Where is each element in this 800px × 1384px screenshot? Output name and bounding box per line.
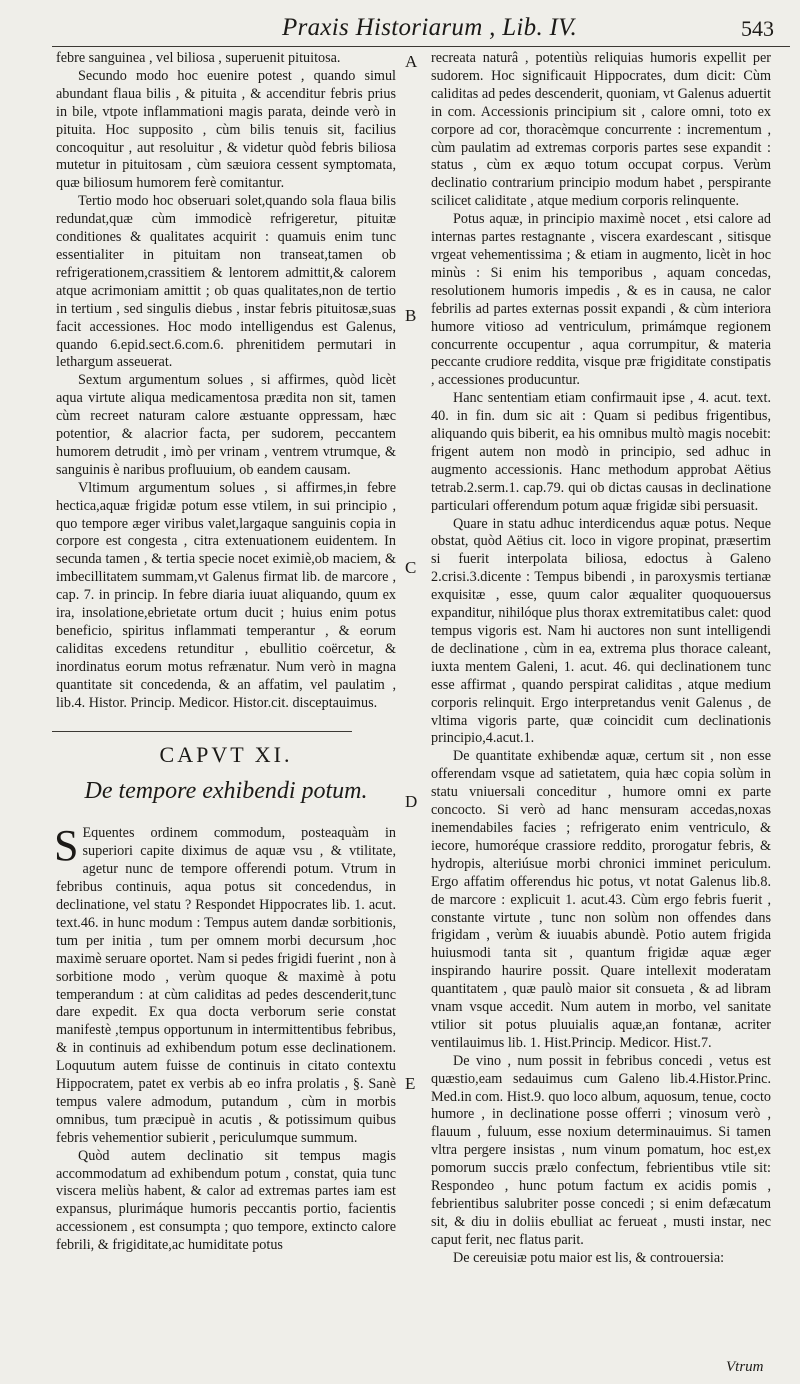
paragraph: recreata naturâ , potentiùs reliquias humoris expellit per sudorem. Hoc significauit Hippocrates, dum dicit: Cùm caliditas ad pedes descenderit, quoniam, vt Galenus aduertit in com. Accessionis principium sit , calore omni, toto ex corpore ad cor, thoracèmque concurrente : incrementum , cùm paulatim ad extremas corporis partes sese expandit : status , cùm ex æquo totum occupat corpus. Verùm declinatio contrarium principio modum habet , perspirante scilicet caliditate , atque medium corporis relinquente.	[431, 50, 771, 210]
paragraph: De quantitate exhibendæ aquæ, certum sit , non esse offerendam vsque ad satietatem, quia hæc copia solùm in statu vniuersali conceditur , humore omni ex parte concocto. Si verò ad hanc mensuram accedas,noxas inemendabiles facies ; refrigerato enim ventriculo, & iecore, humoréque crassiore reddito, prorogatur febris, & hydropis, alteriúsue morbi chronici imminet periculum. Ergo affatim offerendus hic potus, vt notat Galenus lib.8. de marcore : explicuit 1. acut.43. Cùm ergo febris fuerit , constante virtute , tunc non solùm non offendes dans frigidam , verùm & iuuabis abundè. Potio autem frigida huiusmodi tanta sit , quantum frigidæ aquæ æger inspirando haurire possit. Quare intellexit moderatam quantitatem , quæ paulò maior sit consueta , & ad libram vnam vsque accedit. Num autem in morbo, vel sanitate vtilior sit potus pluuialis aquæ,an fontanæ, acriter ventilauimus lib. 1. Hist.Princip. Medicor. Hist.7.	[431, 748, 771, 1051]
chapter-first-paragraph	[54, 821, 396, 1147]
margin-letter-a: A	[405, 52, 418, 71]
margin-letter-e: E	[405, 1074, 416, 1093]
section-divider	[52, 731, 352, 732]
margin-letter-c: C	[405, 558, 417, 577]
catchword: Vtrum	[726, 1359, 764, 1375]
paragraph: Quare in statu adhuc interdicendus aquæ potus. Neque obstat, quòd Aëtius cit. loco in vigore propinat, præsertim si fuerit interpolata biliosa, edoctus à Galeno 2.crisi.3.dicente : Tempus bibendi , in paroxysmis tertianæ exquisitæ , esse, quum calor æqualiter quoquouersus expanditur, nihilóque plus thorax extremitatibus calet: quod tempus vigoris est. Nam hi auctores non sunt intelligendi de declinatione , cùm in ea, extrema plus thorace caleant, iuxta mentem Galeni, 1. acut. 46. qui declinationem tunc esse affirmat , quando perspirat caliditas , atque medium corporis relinquit. Ergo interpretandus venit Galenus , de vltima vigoris parte, quæ coincidit cum declinationis principio,4.acut.1.	[431, 515, 771, 747]
margin-letter-d: D	[405, 792, 418, 811]
page-number: 543	[741, 16, 774, 41]
paragraph: Vltimum argumentum solues , si affirmes,in febre hectica,aquæ frigidæ potum esse vtilem, in sui principio , quo tempore æger viribus valet,largaque sanguinis copia in corpore est congesta , citra extenuationem euidentem. In secunda tamen , & tertia specie nocet eximiè,ob maciem, & imbecillitatem summam,vt Galenus firmat lib. de marcore , cap. 7. in princip. In febre diaria iuuat aliquando, quum ex ira, insolatione,ebrietate ortum ducit ; huius enim potus beneficio, spiritus inflammati temperantur , & eorum caliditas excedens retunditur , ebullitio coërcetur, & inordinatus eorum motus refrænatur. Num verò in magna quantitate sit concedenda, & an affatim, vel paulatim , lib.4. Histor. Princip. Medicor. Histor.cit. disceptauimus.	[56, 479, 396, 711]
margin-letter-b: B	[405, 306, 417, 325]
paragraph: De vino , num possit in febribus concedi , vetus est quæstio,eam sedauimus cum Galeno lib.4.Histor.Princ. Med.in com. Hist.9. quo loco album, aquosum, tenue, cocto humore , in declinatione posse offerri ; vinosum verò , flauum , fuluum, esse noxium determinauimus. Si tamen vltra pergere insistas , num vinum pomatum, hoc est,ex pomorum succis prælo confectum, febrientibus vtile sit: Respondeo , hunc potum factum ex acidis pomis , febrientibus salubriter posse concedi ; si enim defæcatum sit, & diu in doliis ebulliat ac ferueat , musti instar, nec caput ferit, nec flatus parit.	[431, 1052, 771, 1248]
paragraph-text: Equentes ordinem commodum, posteaquàm in superiori capite diximus de aquæ vsu , & vtilitate, agetur nunc de tempore offerendi potum. Vtrum in febribus continuis, aqua potus sit concedendus, in declinatione, vel statu ? Respondet Hippocrates lib. 1. acut. text.46. in hunc modum : Tempus autem dandæ sorbitionis, tum per initia , tum per omnem morbi decursum ,hoc maximè seruare oportet. Nam si pedes frigidi fuerint , non à sorbitione modo , verùm quoque & maximè à potu temperandum : at cùm caliditas ad pedes descenderit,tunc dare expedit. Ex qua docta verborum serie constat manifestè ,tempus opportunum in intermittentibus febribus, & in continuis ad exhibendum potum esse declinationem. Loquutum autem fuisse de continuis in citato contextu Hippocratem, patet ex verbis ab eo infra prolatis , §. Sanè tempus valere admodum, putandum , cùm in morbis omnibus, tum præcipuè in acutis , & potissimum quibus febris vehementior subierit , periculumque summum.	[56, 825, 396, 1146]
chapter-heading: CAPVT XI.	[159, 741, 293, 767]
paragraph: Quòd autem declinatio sit tempus magis accommodatum ad exhibendum potum , constat, quia tunc viscera meliùs habent, & calor ad extremas partes iam est expansus, plurimáque humoris peccantis portio, facientis accessionem , est consumpta ; quo tempore, extincto calore febrili, & frigiditate,ac humiditate potus	[56, 1147, 396, 1254]
paragraph: Potus aquæ, in principio maximè nocet , etsi calore ad internas partes restagnante , viscera exardescant , sitisque vrgeat vehementissima ; & etiam in augmento, licèt in hoc minùs : Si enim his temporibus , aquam concedas, resolutionem humoris impedis , & es in causa, ne calor febrilis ad partes externas possit expandi , & cùm interiora humore vitioso ad ventriculum, primámque regionem concurrente occupentur , aqua corrumpitur, & materia peccante crudiore reddita, visque præ frigiditate constipatis , accessiones producuntur.	[431, 211, 771, 389]
paragraph: Sextum argumentum solues , si affirmes, quòd licèt aqua virtute aliqua medicamentosa prædita non sit, tamen cùm recreet naturam calore æstuante oppressam, hæc potentior, & alacrior facta, per sudorem, peccantem humorem detrudit , imò per vrinam , ventrem vtrumque, & sanguinis è naribus profluuium, ob eandem causam.	[56, 372, 396, 478]
paragraph: De cereuisiæ potu maior est lis, & controuersia:	[453, 1249, 725, 1266]
running-header	[0, 4, 800, 42]
paragraph: febre sanguinea , vel biliosa , superuenit pituitosa.	[56, 50, 341, 66]
paragraph: Hanc sententiam etiam confirmauit ipse , 4. acut. text. 40. in fin. dum sic ait : Quam si pedibus frigentibus, aliquando quis biberit, ea his omnibus multò magis nocebit: frigent autem non modò in principio, sed adhuc in augmento accessionis. Hanc methodum approbat Aëtius tetrab.2.serm.1. cap.79. qui ob dictas causas in declinatione particulari offerendum potum aquæ frigidæ sibi persuasit.	[431, 390, 771, 514]
paragraph: Tertio modo hoc obseruari solet,quando sola flaua bilis redundat,quæ cùm immodicè refrigeretur, pituitæ conditiones & qualitates acquirit : quamuis enim tunc essentialiter in pituitam non transeat,tamen ob refrigerationem,crassitiem & lentorem admittit,& calorem atque acrimoniam amittit ; ob quas qualitates,non de tertio in tertium , sed singulis diebus , instar febris pituitosæ,suas facit accessiones. Hoc modo intelligendus est Galenus, quando 6.epid.sect.6.com.6. phrenitidem permutari in lethargum asseuerat.	[56, 193, 396, 371]
running-title: Praxis Historiarum , Lib. IV.	[282, 14, 578, 41]
header-rule	[52, 46, 790, 47]
left-column	[56, 50, 396, 1255]
right-column	[431, 50, 771, 1268]
drop-cap: S	[54, 821, 79, 871]
paragraph: Secundo modo hoc euenire potest , quando simul abundant flaua bilis , & pituita , & accenditur febris prius in bile, vtpote inflammationi magis parata, deinde verò in pituita. Hoc supposito , cùm bilis tenuis sit, facilius concoquitur , aut resoluitur , & videtur quòd febris biliosa mutetur in pituitosam , cùm sæuiora cessent symptomata, quæ biliosum humorem ferè comitantur.	[56, 67, 396, 192]
chapter-subtitle: De tempore exhibendi potum.	[84, 778, 368, 805]
